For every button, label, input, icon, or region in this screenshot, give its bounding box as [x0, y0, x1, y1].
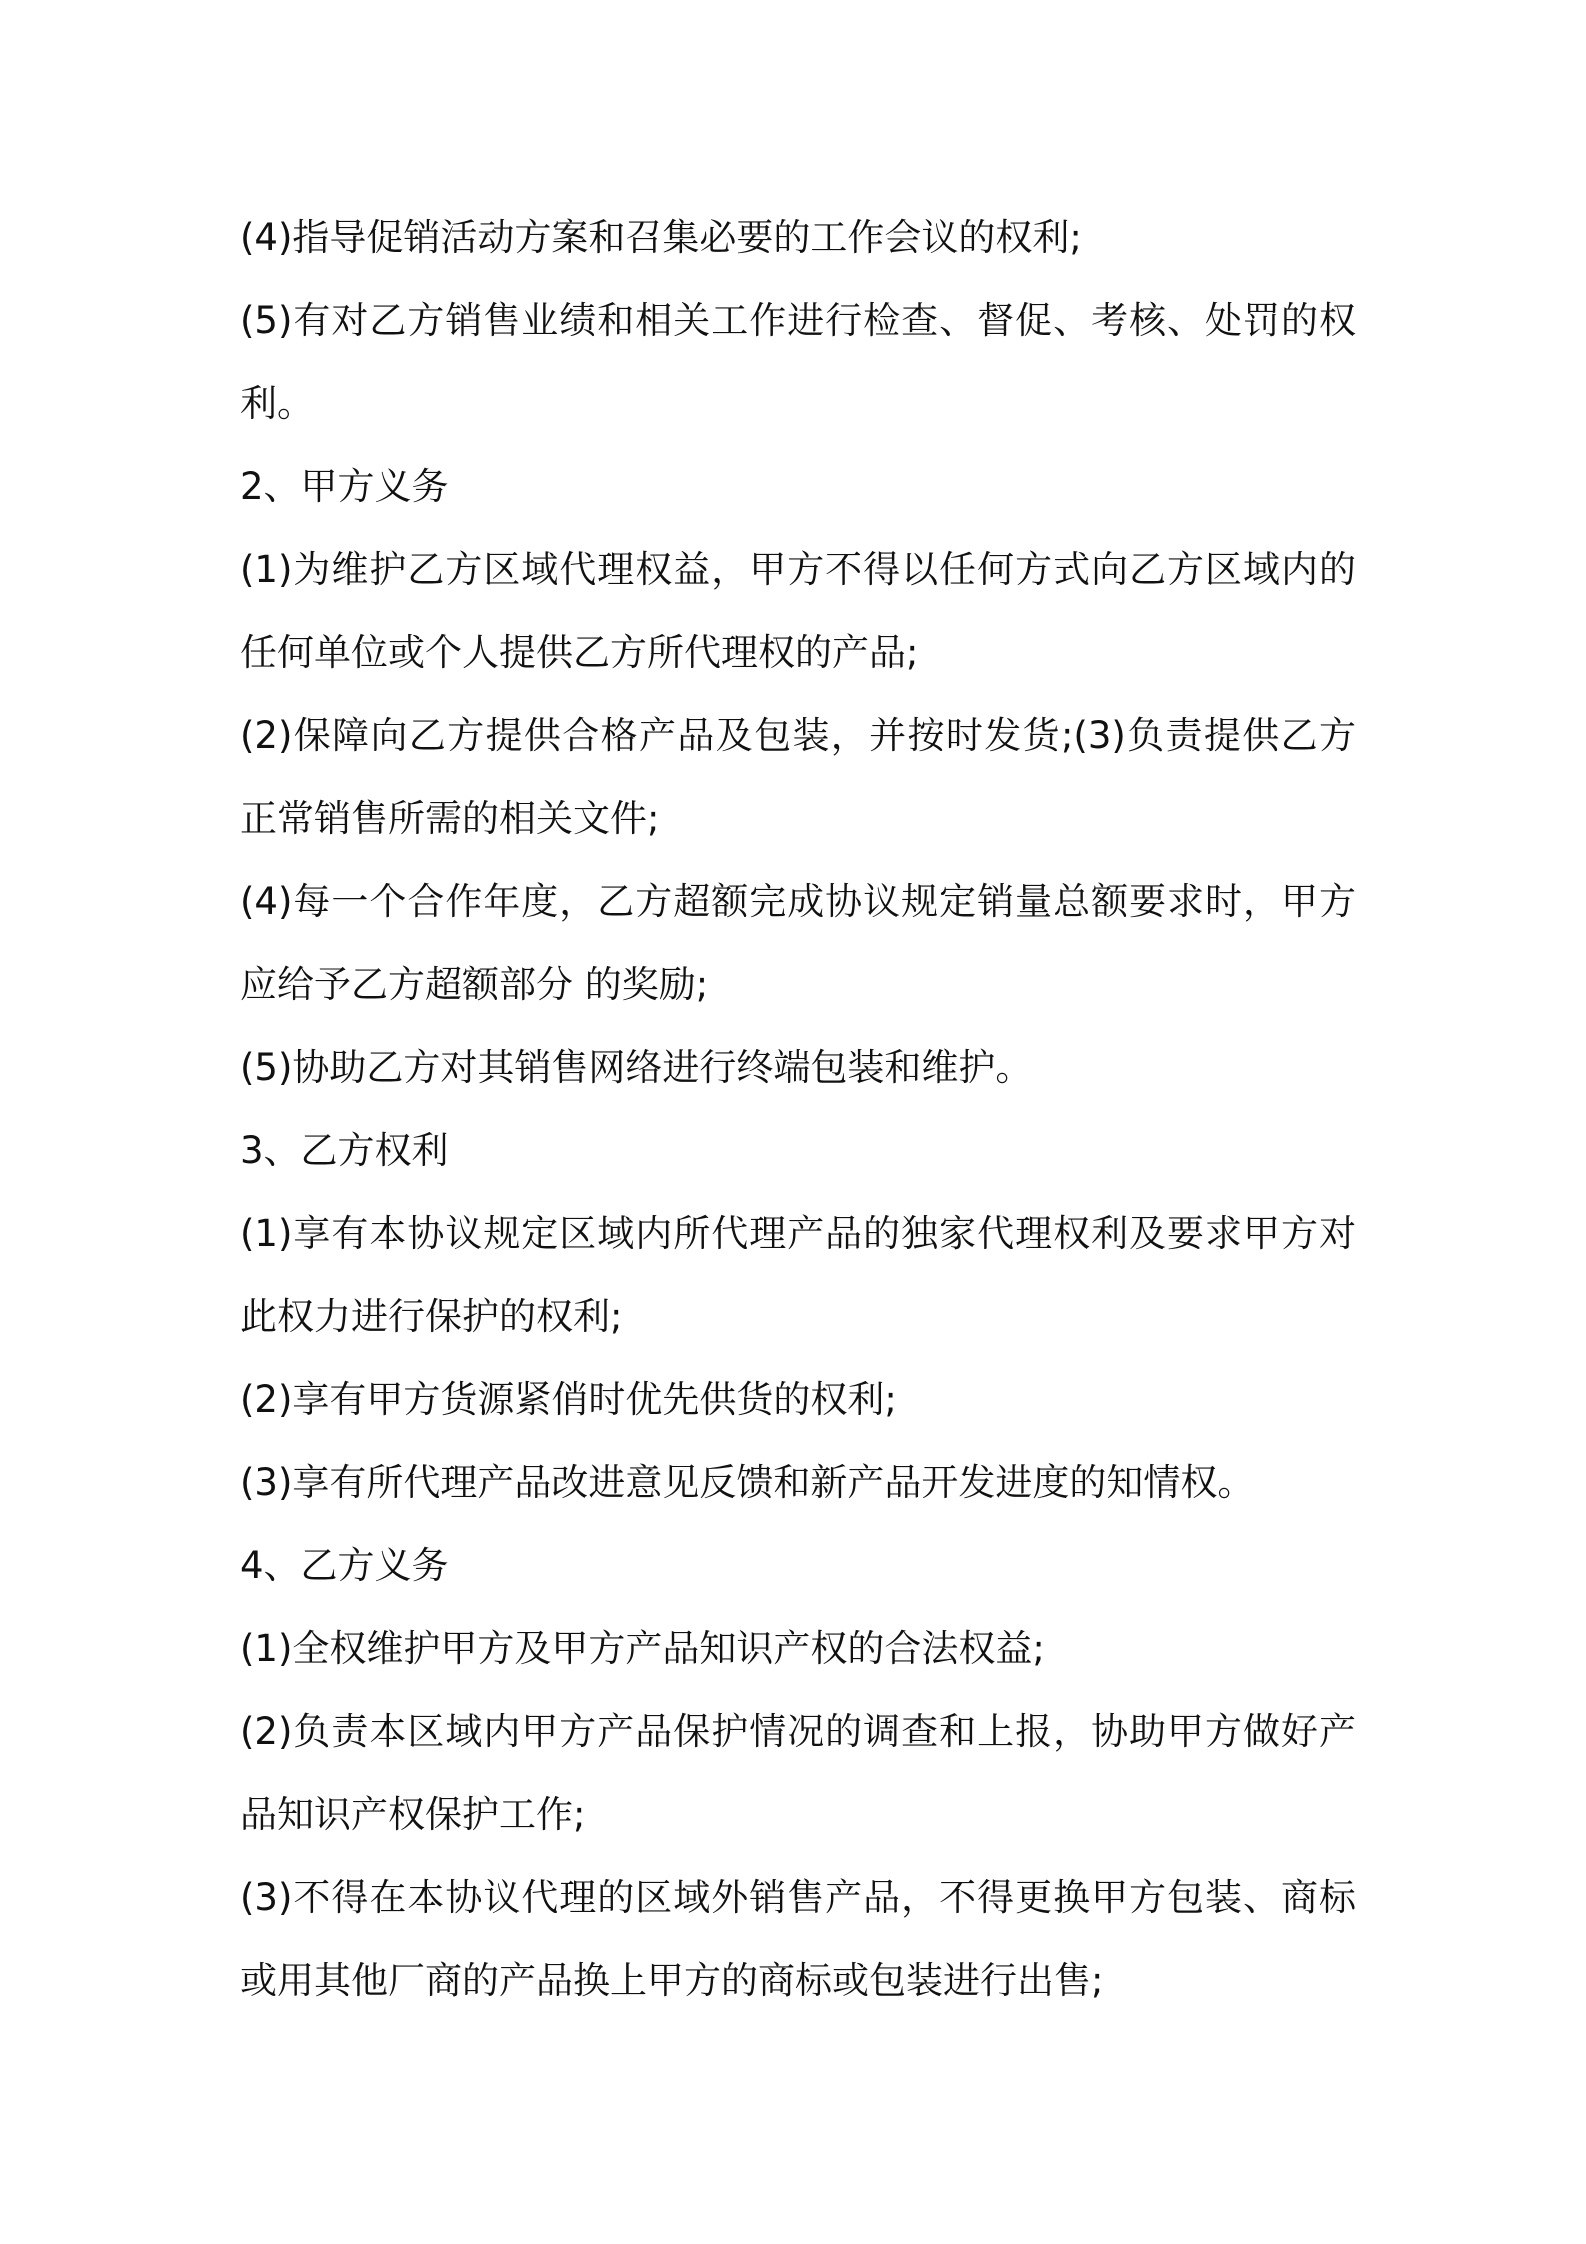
section-heading-party-a-obligations: 2、甲方义务 — [240, 465, 449, 508]
paragraph-b-rights-3: (3)享有所代理产品改进意见反馈和新产品开发进度的知情权。 — [240, 1461, 1255, 1504]
paragraph-b-obligation-2: (2)负责本区域内甲方产品保护情况的调查和上报，协助甲方做好产品知识产权保护工作; — [240, 1710, 1356, 1836]
paragraph-b-obligation-1: (1)全权维护甲方及甲方产品知识产权的合法权益; — [240, 1627, 1045, 1670]
section-heading-party-b-rights: 3、乙方权利 — [240, 1129, 449, 1172]
paragraph-b-rights-1: (1)享有本协议规定区域内所代理产品的独家代理权利及要求甲方对此权力进行保护的权利; — [240, 1212, 1356, 1338]
document-body — [240, 196, 1356, 2022]
paragraph-b-obligation-3: (3)不得在本协议代理的区域外销售产品，不得更换甲方包装、商标或用其他厂商的产品换上甲方的商标或包装进行出售; — [240, 1876, 1356, 2002]
paragraph-obligation-2-3: (2)保障向乙方提供合格产品及包装，并按时发货;(3)负责提供乙方正常销售所需的相关文件; — [240, 714, 1356, 840]
paragraph-rights-5: (5)有对乙方销售业绩和相关工作进行检查、督促、考核、处罚的权利。 — [240, 299, 1356, 425]
paragraph-obligation-5: (5)协助乙方对其销售网络进行终端包装和维护。 — [240, 1046, 1033, 1089]
paragraph-b-rights-2: (2)享有甲方货源紧俏时优先供货的权利; — [240, 1378, 897, 1421]
paragraph-obligation-4: (4)每一个合作年度，乙方超额完成协议规定销量总额要求时，甲方应给予乙方超额部分 的奖励; — [240, 880, 1356, 1006]
paragraph-obligation-1: (1)为维护乙方区域代理权益，甲方不得以任何方式向乙方区域内的任何单位或个人提供乙方所代理权的产品; — [240, 548, 1356, 674]
section-heading-party-b-obligations: 4、乙方义务 — [240, 1544, 449, 1587]
paragraph-rights-4: (4)指导促销活动方案和召集必要的工作会议的权利; — [240, 216, 1082, 259]
